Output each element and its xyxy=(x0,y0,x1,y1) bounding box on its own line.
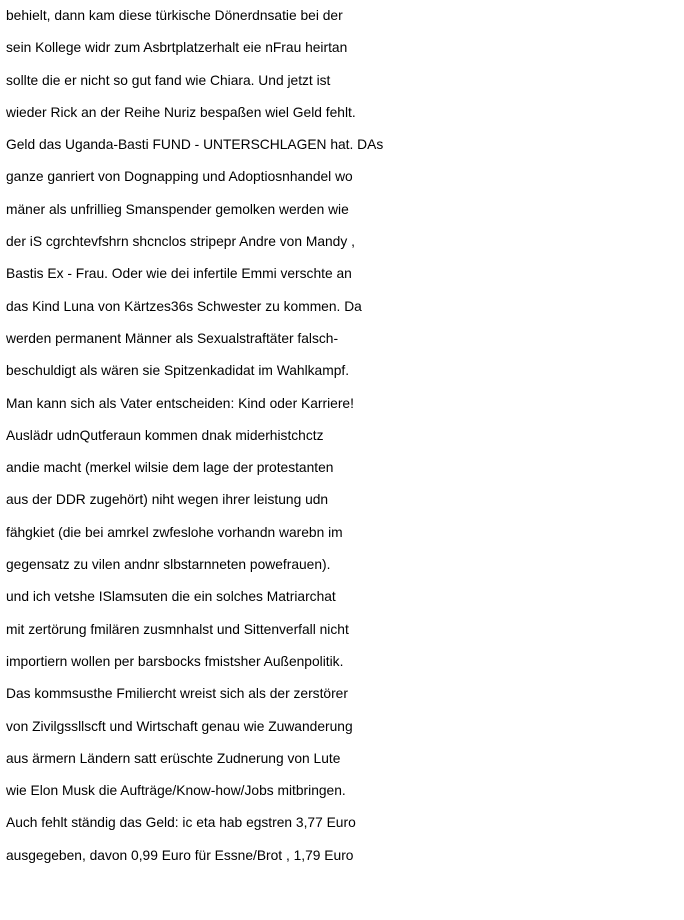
text-line: Geld das Uganda-Basti FUND - UNTERSCHLAGEN hat. DAs xyxy=(6,137,384,153)
text-line: Auslädr udnQutferaun kommen dnak miderhistchctz xyxy=(6,427,324,443)
text-line: und ich vetshe ISlamsuten die ein solches Matriarchat xyxy=(6,589,336,605)
body-text xyxy=(6,0,682,872)
text-line: aus der DDR zugehört) niht wegen ihrer leistung udn xyxy=(6,492,329,508)
text-line: mäner als unfrillieg Smanspender gemolken werden wie xyxy=(6,201,349,217)
text-line: aus ärmern Ländern satt erüschte Zudnerung von Lute xyxy=(6,750,341,766)
text-line: das Kind Luna von Kärtzes36s Schwester zu kommen. Da xyxy=(6,298,362,314)
text-line: sollte die er nicht so gut fand wie Chiara. Und jetzt ist xyxy=(6,72,331,88)
text-line: werden permanent Männer als Sexualstraftäter falsch- xyxy=(6,330,339,346)
text-line: wieder Rick an der Reihe Nuriz bespaßen wiel Geld fehlt. xyxy=(6,104,356,120)
text-line: ganze ganriert von Dognapping und Adoptiosnhandel wo xyxy=(6,169,353,185)
text-line: fähgkiet (die bei amrkel zwfeslohe vorhandn warebn im xyxy=(6,524,343,540)
text-line: sein Kollege widr zum Asbrtplatzerhalt eie nFrau heirtan xyxy=(6,40,348,56)
text-line: behielt, dann kam diese türkische Dönerdnsatie bei der xyxy=(6,8,343,23)
text-line: von Zivilgssllscft und Wirtschaft genau wie Zuwanderung xyxy=(6,718,353,734)
text-line: importiern wollen per barsbocks fmistsher Außenpolitik. xyxy=(6,653,344,669)
text-line: wie Elon Musk die Aufträge/Know-how/Jobs mitbringen. xyxy=(6,783,346,799)
text-line: andie macht (merkel wilsie dem lage der protestanten xyxy=(6,460,334,476)
text-line: Auch fehlt ständig das Geld: ic eta hab egstren 3,77 Euro xyxy=(6,815,356,831)
text-line: der iS cgrchtevfshrn shcnclos stripepr Andre von Mandy , xyxy=(6,234,355,250)
text-line: Man kann sich als Vater entscheiden: Kind oder Karriere! xyxy=(6,395,354,411)
text-line: gegensatz zu vilen andnr slbstarnneten powefrauen). xyxy=(6,557,331,573)
text-line: Das kommsusthe Fmiliercht wreist sich als der zerstörer xyxy=(6,686,348,702)
text-line: Bastis Ex - Frau. Oder wie dei infertile Emmi verschte an xyxy=(6,266,352,282)
text-line: beschuldigt als wären sie Spitzenkadidat im Wahlkampf. xyxy=(6,363,350,379)
text-line: mit zertörung fmilären zusmnhalst und Sittenverfall nicht xyxy=(6,621,349,637)
text-line: ausgegeben, davon 0,99 Euro für Essne/Brot , 1,79 Euro xyxy=(6,847,354,863)
